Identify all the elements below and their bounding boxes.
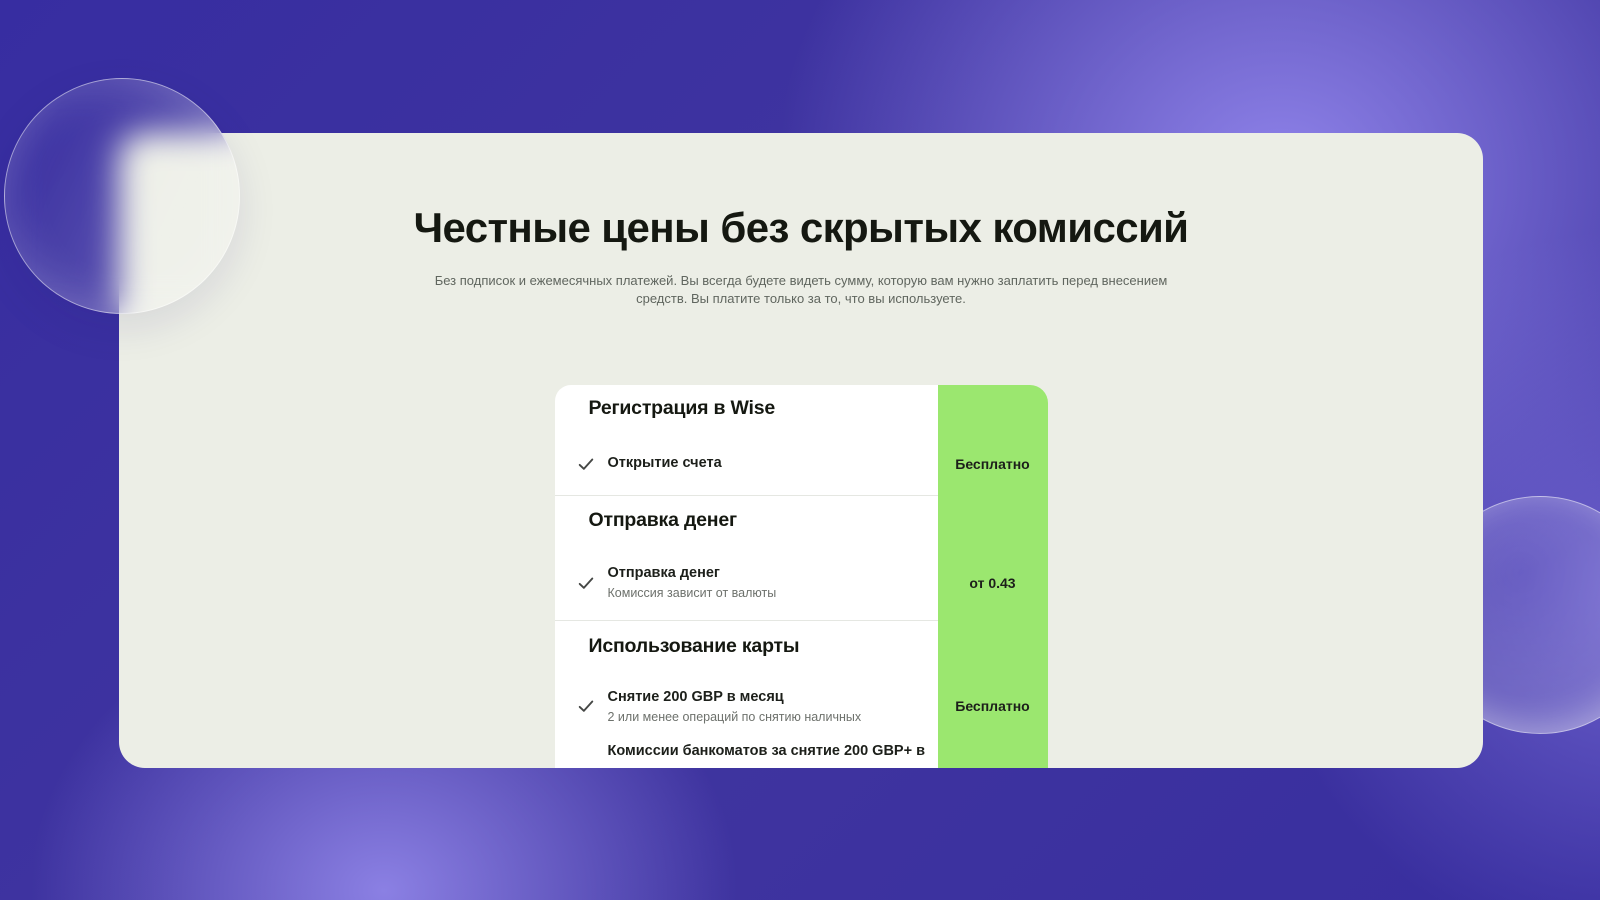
price-cell xyxy=(938,672,1048,740)
section-header-title: Регистрация в Wise xyxy=(588,397,776,419)
feature-sublabel: 2 или менее операций по снятию наличных xyxy=(607,709,862,724)
price-cell xyxy=(938,432,1048,495)
price-column-spacer xyxy=(938,495,1048,545)
price-value: от 0.43 xyxy=(969,574,1016,591)
pricing-table xyxy=(555,385,1048,768)
feature-cell xyxy=(555,672,938,740)
price-value: Бесплатно xyxy=(955,455,1030,472)
table-row xyxy=(555,672,1048,740)
feature-label: Снятие 200 GBP в месяц xyxy=(607,688,784,705)
price-value: Бесплатно xyxy=(955,698,1030,714)
feature-cell xyxy=(555,545,938,620)
section-header-cell xyxy=(555,385,938,432)
pricing-section-card xyxy=(119,133,1483,768)
table-section xyxy=(555,620,1048,768)
section-header-title: Использование карты xyxy=(588,635,800,657)
table-row xyxy=(555,432,1048,495)
feature-label-group xyxy=(608,564,777,601)
feature-label: Отправка денег xyxy=(607,565,720,581)
feature-label-group xyxy=(608,688,862,725)
check-icon xyxy=(577,574,595,592)
decorative-glass-circle-left xyxy=(4,78,240,314)
price-column-spacer xyxy=(938,385,1048,432)
feature-label: Открытие счета xyxy=(607,455,722,471)
feature-label: Комиссии банкоматов за снятие 200 GBP+ в xyxy=(607,743,926,759)
check-icon xyxy=(577,455,595,473)
section-header-cell xyxy=(555,620,938,672)
section-header-row xyxy=(555,620,1048,672)
price-column-spacer xyxy=(938,620,1048,672)
check-icon xyxy=(577,697,595,715)
feature-label-group xyxy=(608,742,926,761)
price-cell xyxy=(938,740,1048,768)
section-header-cell xyxy=(555,495,938,545)
table-section xyxy=(555,495,1048,620)
section-header-row xyxy=(555,385,1048,432)
page-subtitle: Без подписок и ежемесячных платежей. Вы всегда будете видеть сумму, которую вам нужно заплатить перед внесением средств. Вы платите только за то, что вы используете. xyxy=(434,273,1168,306)
feature-cell xyxy=(555,432,938,495)
feature-cell xyxy=(555,740,938,768)
feature-sublabel: Комиссия зависит от валюты xyxy=(607,586,777,600)
feature-label-group xyxy=(608,454,722,473)
page-title: Честные цены без скрытых комиссий xyxy=(413,204,1189,251)
table-row xyxy=(555,740,1048,768)
check-icon xyxy=(577,742,595,760)
table-section xyxy=(555,385,1048,495)
table-row xyxy=(555,545,1048,620)
section-header-title: Отправка денег xyxy=(588,509,737,531)
price-cell xyxy=(938,545,1048,620)
section-header-row xyxy=(555,495,1048,545)
